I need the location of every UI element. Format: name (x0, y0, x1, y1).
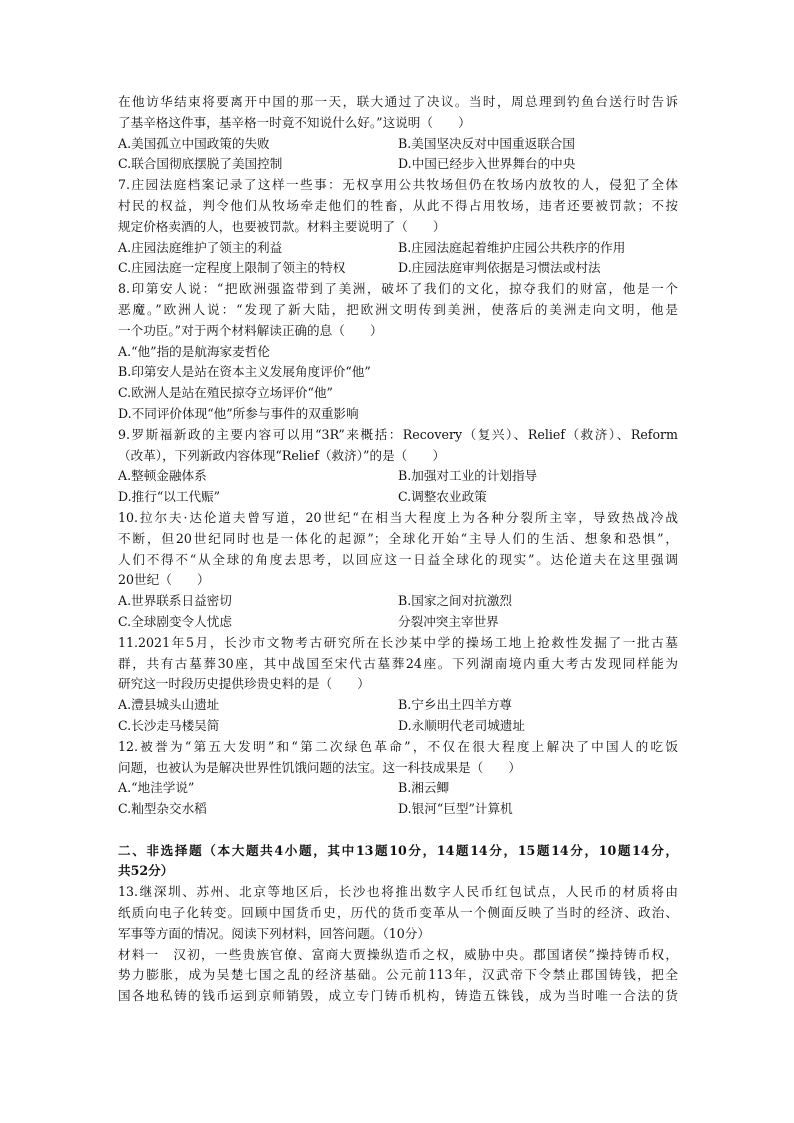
option-row (118, 487, 678, 508)
option-b: B.国家之间对抗激烈 (398, 593, 513, 609)
option-d: D.庄园法庭审判依据是习惯法或村法 (398, 260, 601, 276)
question-13-stem: 13.继深圳、苏州、北京等地区后，长沙也将推出数字人民币红包试点，人民币的材质将由 (118, 884, 678, 900)
option-a: A.世界联系日益密切 (118, 593, 232, 609)
option-row (118, 238, 678, 259)
question-8-stem: 8.印第安人说：“把欧洲强盗带到了美洲，破坏了我们的文化，掠夺我们的财富，他是一个 (118, 281, 678, 297)
option-row (118, 591, 678, 612)
option-row (118, 154, 678, 175)
option-c: C.长沙走马楼吴简 (118, 717, 220, 733)
material-text: 势力膨胀，成为吴楚七国之乱的经济基础。公元前113年，汉武帝下令禁止郡国铸钱，把全 (118, 967, 678, 983)
material-text: 材料一 汉初，一些贵族官僚、富商大贾操纵造币之权，威胁中央。郡国诸侯”操持铸币权， (118, 946, 678, 962)
option-d: D.不同评价体现“他”所参与事件的双重影响 (118, 405, 359, 421)
option-c: C.调整农业政策 (398, 489, 487, 505)
option-row (118, 258, 678, 279)
option-b: B.庄园法庭起着维护庄园公共秩序的作用 (398, 239, 626, 255)
option-c: C.全球剧变令人忧虑 (118, 613, 232, 629)
option-row (118, 695, 678, 716)
option-b: B.美国坚决反对中国重返联合国 (398, 135, 575, 151)
question-7-stem: 村民的权益，判令他们从牧场牵走他们的牲畜，从此不得占用牧场，违者还要被罚款；不按 (118, 197, 678, 213)
option-a: A.整顿金融体系 (118, 468, 207, 484)
option-c: C.籼型杂交水稻 (118, 801, 207, 817)
option-a: A.庄园法庭维护了领主的利益 (118, 239, 283, 255)
question-7-stem: 规定价格卖酒的人，也要被罚款。材料主要说明了（ ） (118, 218, 446, 234)
option-d: D.中国已经步入世界舞台的中央 (398, 156, 576, 172)
option-c: C.欧洲人是站在殖民掠夺立场评价“他” (118, 385, 333, 401)
exam-page (118, 92, 678, 1007)
section-heading: 二、非选择题（本大题共4小题，其中13题10分，14题14分，15题14分，10题14分， (118, 842, 678, 858)
question-12-stem: 12.被誉为“第五大发明”和“第二次绿色革命”，不仅在很大程度上解决了中国人的吃饭 (118, 738, 678, 754)
option-row (118, 778, 678, 799)
option-row (118, 799, 678, 820)
option-row (118, 466, 678, 487)
option-b: B.湘云鲫 (398, 780, 450, 796)
option-b: B.加强对工业的计划指导 (398, 468, 538, 484)
option-d: D.推行“以工代赈” (118, 489, 221, 505)
text-line: 了基辛格这件事，基辛格一时竟不知说什么好。”这说明（ ） (118, 114, 471, 130)
material-text: 国各地私铸的钱币运到京师销毁，成立专门铸币机构，铸造五铢钱，成为当时唯一合法的货 (118, 988, 678, 1004)
option-row (118, 134, 678, 155)
spacer (118, 820, 678, 841)
option-d: D.银河“巨型”计算机 (398, 801, 513, 817)
option-row (118, 612, 678, 633)
option-d: D.永顺明代老司城遗址 (398, 717, 525, 733)
question-9-stem: （改革），下列新政内容体现“Relief（救济）”的是（ ） (118, 447, 446, 463)
text-line: 在他访华结束将要离开中国的那一天，联大通过了决议。当时，周总理到钓鱼台送行时告诉 (118, 94, 678, 109)
question-11-stem: 研究这一时段历史提供珍贵史料的是（ ） (118, 676, 370, 692)
question-12-stem: 问题，也被认为是解决世界性饥饿问题的法宝。这一科技成果是（ ） (118, 759, 521, 775)
section-heading: 共52分） (118, 863, 174, 879)
question-7-stem: 7.庄园法庭档案记录了这样一些事：无权享用公共牧场但仍在牧场内放牧的人，侵犯了全体 (118, 177, 678, 193)
question-11-stem: 11.2021年5月，长沙市文物考古研究所在长沙某中学的操场工地上抢救性发掘了一批古墓 (118, 634, 678, 650)
option-a: A.美国孤立中国政策的失败 (118, 135, 270, 151)
question-9-stem: 9.罗斯福新政的主要内容可以用“3R”来概括：Recovery（复兴）、Relief（救济）、Reform (118, 426, 678, 442)
option-b: B.印第安人是站在资本主义发展角度评价“他” (118, 364, 371, 380)
question-13-stem: 军事等方面的情况。阅读下列材料，回答问题。（10分） (118, 925, 430, 941)
question-11-stem: 群，共有古墓葬30座，其中战国至宋代古墓葬24座。下列湖南境内重大考古发现同样能为 (118, 655, 678, 671)
option-a: A.“他”指的是航海家麦哲伦 (118, 343, 270, 359)
question-10-stem: 不断，但20世纪同时也是一体化的起源”；全球化开始“主导人们的生活、想象和恐惧”， (118, 530, 678, 546)
question-10-stem: 10.拉尔夫·达伦道夫曾写道，20世纪“在相当大程度上为各种分裂所主宰，导致热战冷战 (118, 509, 678, 525)
question-13-stem: 纸质向电子化转变。回顾中国货币史，历代的货币变革从一个侧面反映了当时的经济、政治、 (118, 905, 678, 921)
question-10-stem: 20世纪（ ） (118, 572, 210, 588)
option-a: A.“地洼学说” (118, 780, 195, 796)
question-8-stem: 一个功臣。”对于两个材料解读正确的息（ ） (118, 322, 383, 338)
question-8-stem: 恶魔。”欧洲人说：“发现了新大陆，把欧洲文明传到美洲，使落后的美洲走向文明，他是 (118, 301, 678, 317)
option-row (118, 716, 678, 737)
question-10-stem: 人们不得不“从全球的角度去思考，以回应这一日益全球化的现实”。达伦道夫在这里强调 (118, 551, 678, 567)
option-b: B.宁乡出土四羊方尊 (398, 697, 513, 713)
option-a: A.澧县城头山遗址 (118, 697, 220, 713)
option-d: 分裂冲突主宰世界 (398, 613, 499, 629)
option-c: C.联合国彻底摆脱了美国控制 (118, 156, 283, 172)
option-c: C.庄园法庭一定程度上限制了领主的特权 (118, 260, 346, 276)
